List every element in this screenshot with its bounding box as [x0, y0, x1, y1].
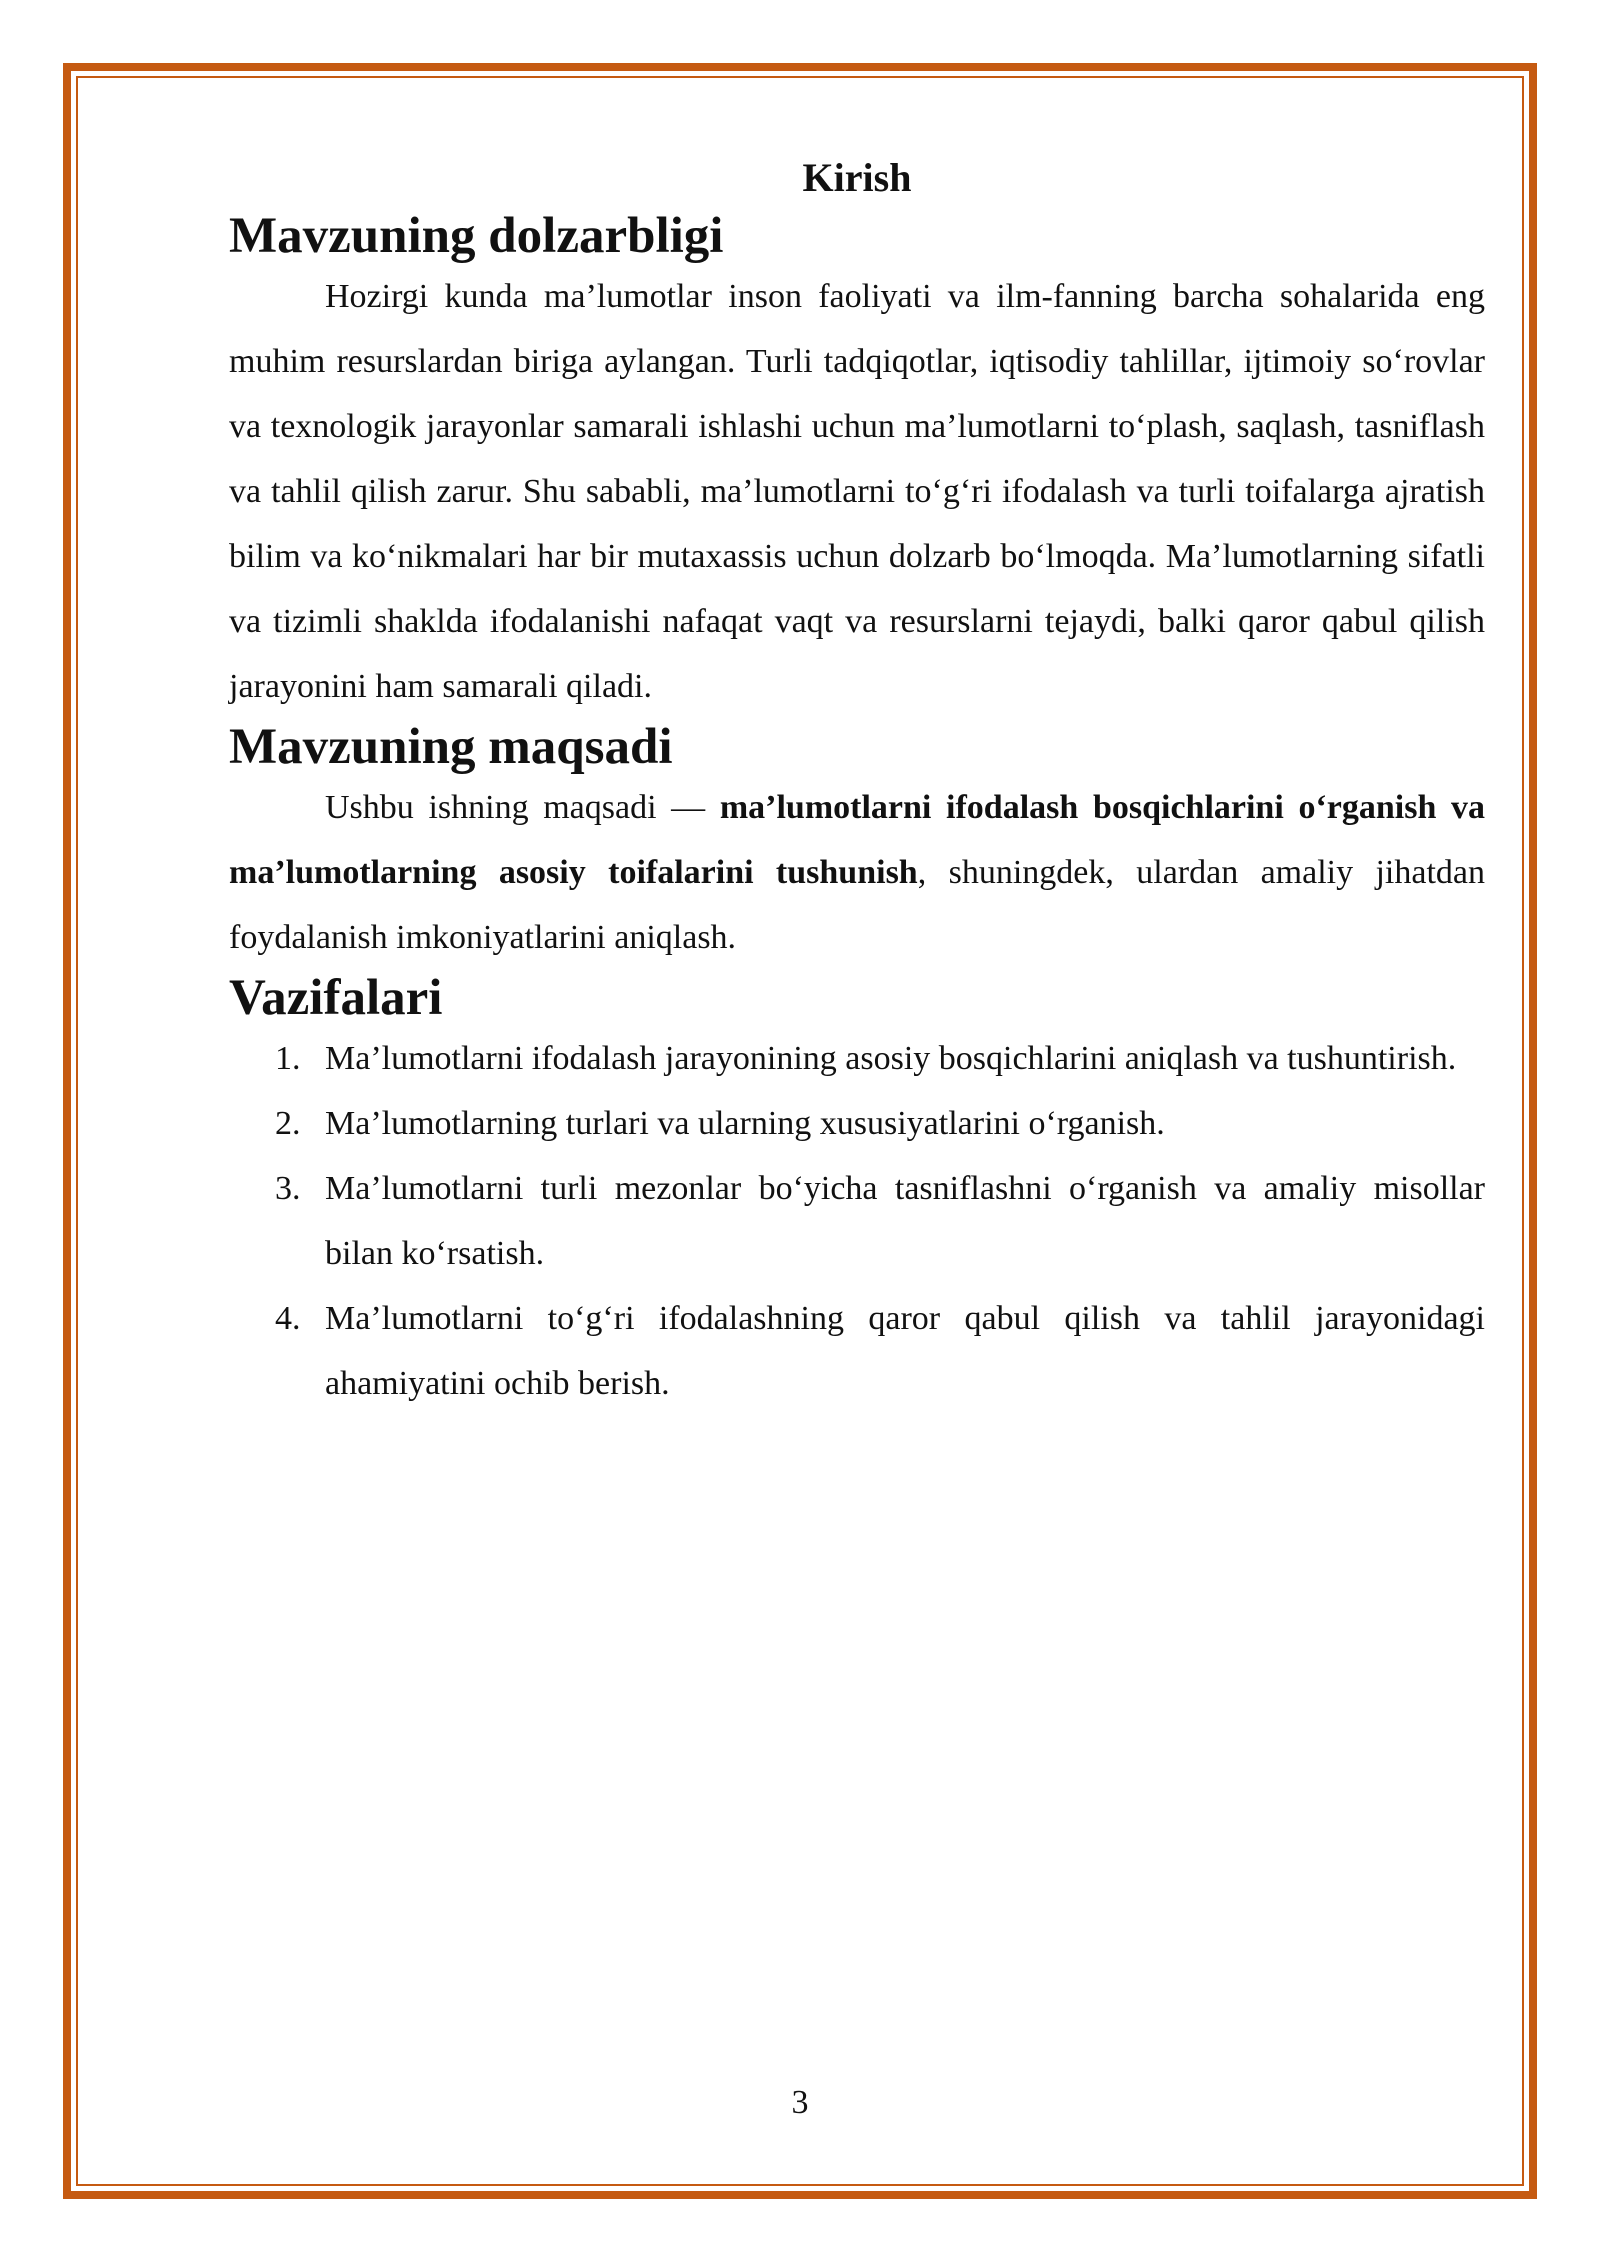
goal-text-bold: ma’lumotlarni ifodalash bosqichlarini o‘rganish va ma’lumotlarning asosiy toifalarini tushunish: [229, 789, 1486, 891]
section-heading-relevance: Mavzuning dolzarbligi: [229, 208, 724, 264]
task-text: Ma’lumotlarni turli mezonlar bo‘yicha tasniflashni o‘rganish va amaliy misollar bilan ko‘rsatish.: [325, 1170, 1485, 1272]
task-text: Ma’lumotlarni to‘g‘ri ifodalashning qaror qabul qilish va tahlil jarayonidagi ahamiyatini ochib berish.: [325, 1300, 1485, 1402]
page-number: 3: [791, 2084, 809, 2121]
task-item-3: [229, 1156, 1485, 1286]
task-list: [229, 1026, 1485, 1416]
task-item-4: [229, 1286, 1485, 1416]
task-text: Ma’lumotlarni ifodalash jarayonining asosiy bosqichlarini aniqlash va tushuntirish.: [325, 1040, 1457, 1077]
task-number: 2.: [275, 1105, 301, 1142]
document-body: [229, 148, 1485, 1416]
relevance-paragraph: Hozirgi kunda ma’lumotlar inson faoliyati va ilm-fanning barcha sohalarida eng muhim resurslardan biriga aylangan. Turli tadqiqotlar, iqtisodiy tahlillar, ijtimoiy so‘rovlar va texnologik jarayonlar samarali ishlashi uchun ma’lumotlarni to‘plash, saqlash, tasniflash va tahlil qilish zarur. Shu sababli, ma’lumotlarni to‘g‘ri ifodalash va turli toifalarga ajratish bilim va ko‘nikmalari har bir mutaxassis uchun dolzarb bo‘lmoqda. Ma’lumotlarning sifatli va tizimli shaklda ifodalanishi nafaqat vaqt va resurslarni tejaydi, balki qaror qabul qilish jarayonini ham samarali qiladi.: [229, 278, 1485, 705]
section-heading-goal: Mavzuning maqsadi: [229, 719, 673, 775]
goal-paragraph: [229, 775, 1485, 970]
section-heading-tasks: Vazifalari: [229, 970, 443, 1026]
task-item-1: [229, 1026, 1485, 1091]
task-number: 3.: [275, 1170, 301, 1207]
task-number: 4.: [275, 1300, 301, 1337]
task-item-2: [229, 1091, 1485, 1156]
task-text: Ma’lumotlarning turlari va ularning xususiyatlarini o‘rganish.: [325, 1105, 1165, 1142]
task-number: 1.: [275, 1040, 301, 1077]
goal-text-start: Ushbu ishning maqsadi —: [325, 789, 720, 826]
page-title: Kirish: [802, 155, 912, 200]
goal-text-end: , shuningdek, ulardan amaliy jihatdan foydalanish imkoniyatlarini aniqlash.: [229, 854, 1486, 956]
